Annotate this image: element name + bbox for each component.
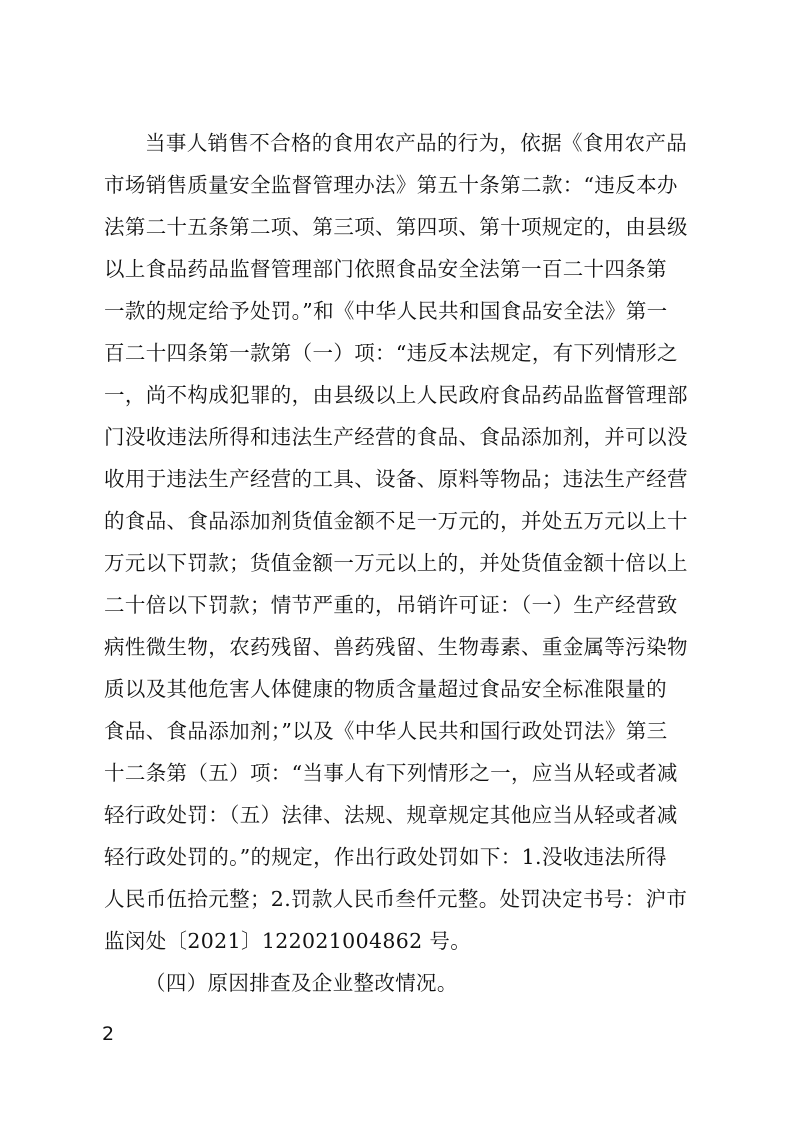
paragraph-line: 市场销售质量安全监督管理办法》第五十条第二款：“违反本办 xyxy=(104,173,678,197)
paragraph-line: 以上食品药品监督管理部门依照食品安全法第一百二十四条第 xyxy=(104,257,667,281)
paragraph-line: 轻行政处罚的。”的规定，作出行政处罚如下：1.没收违法所得 xyxy=(104,845,667,869)
paragraph-line: 一，尚不构成犯罪的，由县级以上人民政府食品药品监督管理部 xyxy=(104,383,688,407)
paragraph-line: 法第二十五条第二项、第三项、第四项、第十项规定的，由县级 xyxy=(104,215,688,239)
paragraph-line: 万元以下罚款；货值金额一万元以上的，并处货值金额十倍以上 xyxy=(104,551,688,575)
paragraph-line: 食品、食品添加剂；”以及《中华人民共和国行政处罚法》第三 xyxy=(104,719,668,743)
paragraph-line: 门没收违法所得和违法生产经营的食品、食品添加剂，并可以没 xyxy=(104,425,688,449)
paragraph-line: 监闵处〔2021〕122021004862 号。 xyxy=(104,929,472,953)
paragraph-line: 二十倍以下罚款；情节严重的，吊销许可证：（一）生产经营致 xyxy=(104,593,678,617)
paragraph-line: 轻行政处罚：（五）法律、法规、规章规定其他应当从轻或者减 xyxy=(104,803,678,827)
paragraph-line: 百二十四条第一款第（一）项：“违反本法规定，有下列情形之 xyxy=(104,341,678,365)
paragraph-line: 病性微生物，农药残留、兽药残留、生物毒素、重金属等污染物 xyxy=(104,635,688,659)
paragraph-line: 一款的规定给予处罚。”和《中华人民共和国食品安全法》第一 xyxy=(104,299,668,323)
paragraph-line: 质以及其他危害人体健康的物质含量超过食品安全标准限量的 xyxy=(104,677,667,701)
paragraph-line: 当事人销售不合格的食用农产品的行为，依据《食用农产品 xyxy=(145,131,688,155)
paragraph-line: 十二条第（五）项：“当事人有下列情形之一，应当从轻或者减 xyxy=(104,761,678,785)
page-number: 2 xyxy=(102,1023,115,1045)
section-heading: （四）原因排查及企业整改情况。 xyxy=(145,971,458,995)
paragraph-line: 收用于违法生产经营的工具、设备、原料等物品；违法生产经营 xyxy=(104,467,688,491)
paragraph-line: 人民币伍拾元整；2.罚款人民币叁仟元整。处罚决定书号：沪市 xyxy=(104,887,688,911)
paragraph-line: 的食品、食品添加剂货值金额不足一万元的，并处五万元以上十 xyxy=(104,509,688,533)
